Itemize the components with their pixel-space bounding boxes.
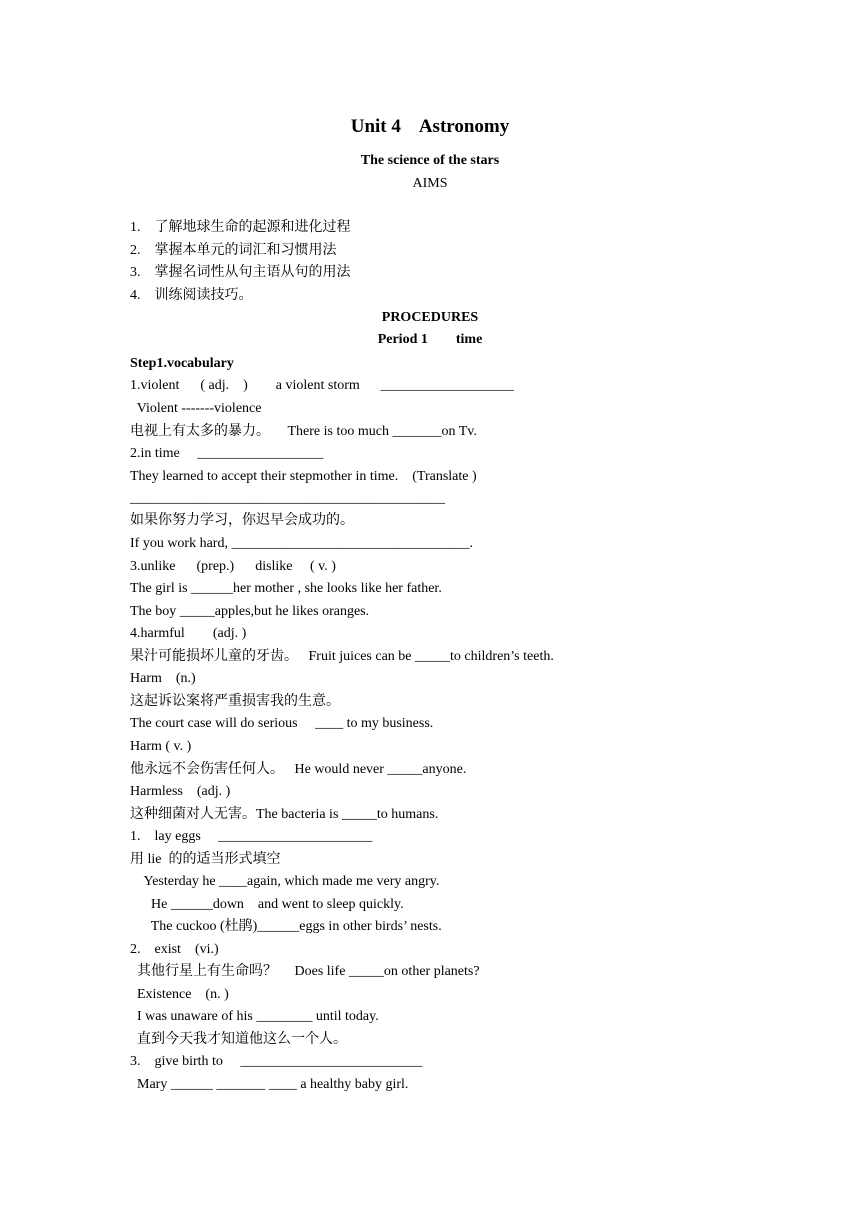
aims-item: 3. 掌握名词性从句主语从句的用法 bbox=[130, 265, 351, 280]
vocab-line: Violent -------violence bbox=[130, 401, 262, 416]
vocab-line: 这起诉讼案将严重损害我的生意。 bbox=[130, 694, 340, 709]
vocab-line: The cuckoo (杜鹃)______eggs in other birds’ nests. bbox=[130, 919, 442, 934]
aims-heading: AIMS bbox=[412, 176, 448, 191]
vocab-line: They learned to accept their stepmother in time. (Translate ) bbox=[130, 469, 477, 484]
vocab-line: 他永远不会伤害任何人。 He would never _____anyone. bbox=[130, 762, 467, 777]
procedures-heading: PROCEDURES bbox=[381, 310, 479, 325]
vocab-line: 用 lie 的的适当形式填空 bbox=[130, 852, 281, 867]
vocab-line: The court case will do serious ____ to my business. bbox=[130, 716, 434, 731]
vocab-line: 3.unlike (prep.) dislike ( v. ) bbox=[130, 559, 336, 574]
vocab-line: 2.in time __________________ bbox=[130, 446, 324, 461]
vocab-line: 这种细菌对人无害。The bacteria is _____to humans. bbox=[130, 807, 439, 822]
vocab-line: The girl is ______her mother , she looks like her father. bbox=[130, 581, 442, 596]
period-heading: Period 1 time bbox=[377, 332, 483, 347]
vocab-line: Harm (n.) bbox=[130, 671, 196, 686]
aims-item: 1. 了解地球生命的起源和进化过程 bbox=[130, 220, 351, 235]
vocab-line: 3. give birth to __________________________ bbox=[130, 1054, 423, 1069]
vocab-line: Mary ______ _______ ____ a healthy baby girl. bbox=[130, 1077, 409, 1092]
vocab-line: Yesterday he ____again, which made me very angry. bbox=[130, 874, 440, 889]
vocab-line: 果汁可能损坏儿童的牙齿。 Fruit juices can be _____to children’s teeth. bbox=[130, 649, 554, 664]
vocab-line: _____________________________________________ bbox=[130, 491, 445, 506]
vocab-line: Harm ( v. ) bbox=[130, 739, 192, 754]
vocab-line: 电视上有太多的暴力。 There is too much _______on Tv. bbox=[130, 424, 477, 439]
vocab-line: If you work hard, __________________________________. bbox=[130, 536, 473, 551]
vocab-line: 如果你努力学习，你迟早会成功的。 bbox=[130, 513, 354, 528]
page-title: Unit 4 Astronomy bbox=[350, 116, 510, 137]
vocab-line: The boy _____apples,but he likes oranges. bbox=[130, 604, 370, 619]
vocab-line: 1.violent ( adj. ) a violent storm ___________________ bbox=[130, 378, 514, 393]
vocab-line: He ______down and went to sleep quickly. bbox=[130, 897, 404, 912]
step-heading: Step1.vocabulary bbox=[130, 356, 234, 371]
aims-item: 4. 训练阅读技巧。 bbox=[130, 288, 253, 303]
vocab-line: I was unaware of his ________ until today. bbox=[130, 1009, 379, 1024]
vocab-line: Existence (n. ) bbox=[130, 987, 229, 1002]
vocab-line: 其他行星上有生命吗？ Does life _____on other planets? bbox=[130, 964, 480, 979]
vocab-line: Harmless (adj. ) bbox=[130, 784, 231, 799]
vocab-line: 2. exist (vi.) bbox=[130, 942, 219, 957]
vocab-line: 直到今天我才知道他这么一个人。 bbox=[130, 1032, 347, 1047]
vocab-line: 1. lay eggs ______________________ bbox=[130, 829, 373, 844]
page-subtitle: The science of the stars bbox=[360, 153, 500, 168]
aims-item: 2. 掌握本单元的词汇和习惯用法 bbox=[130, 243, 337, 258]
vocab-line: 4.harmful (adj. ) bbox=[130, 626, 247, 641]
